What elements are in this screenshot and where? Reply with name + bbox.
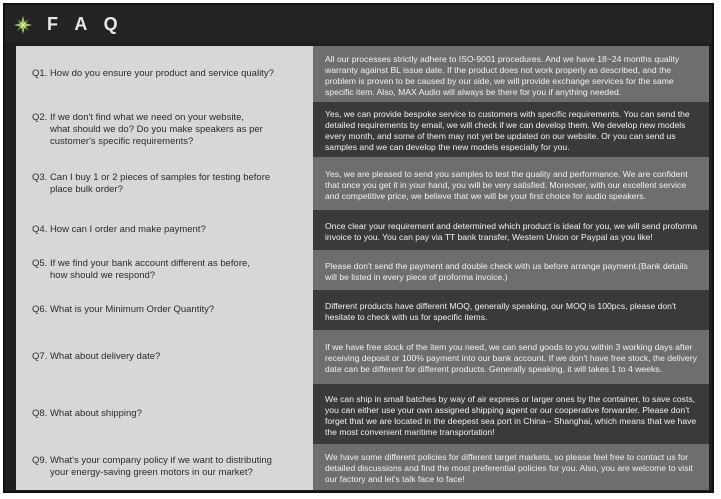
star-logo-icon xyxy=(13,15,33,35)
answer-text: All our processes strictly adhere to ISO-9001 procedures. And we have 18~24 months quality warranty against BL issue date. If the product does not work properly as described, and the problem is proven to be caused by our side, we will provide exchange services for the same specific item. Also, MAX Audio will always be there for you if anything needed. xyxy=(325,53,680,97)
faq-question xyxy=(16,46,313,102)
faq-panel xyxy=(3,3,714,493)
faq-question xyxy=(16,290,313,330)
question-text: Q4. How can I order and make payment? xyxy=(32,224,206,235)
faq-answer xyxy=(313,290,709,330)
question-text: Q5. If we find your bank account different as before, xyxy=(32,258,250,269)
faq-row xyxy=(16,384,709,444)
question-text: Q1. How do you ensure your product and service quality? xyxy=(32,68,274,79)
faq-answer xyxy=(313,102,709,157)
answer-text: We can ship in small batches by way of air express or larger ones by the container, to save costs, you can either use your own assigned shipping agent or our cooperative forwarder. Please don't forget that we are located in the deepest sea port in China-- Shanghai, which means that we have the most convenient maritime transportation! xyxy=(325,393,697,437)
question-text-continued: what should we do? Do you make speakers as per customer's specific requirements? xyxy=(50,123,263,147)
answer-text: If we have free stock of the item you need, we can send goods to you within 3 working days after receiving deposit or 100% payment into our bank account. If we don't have free stock, the delivery date can be different for different products. Generally speaking, it will takes 1 to 4 weeks. xyxy=(325,342,697,374)
faq-answer xyxy=(313,384,709,444)
faq-question xyxy=(16,444,313,490)
faq-question xyxy=(16,384,313,444)
faq-row xyxy=(16,444,709,490)
question-text: Q9. What's your company policy if we want to distributing xyxy=(32,455,272,466)
answer-text: Yes, we are pleased to send you samples to test the quality and performance. We are confident that once you get it in your hand, you will be very satisfied. Moreover, with our excellent service and competitive price, we believe that we will be your first choice for audio speakers. xyxy=(325,168,688,201)
faq-answer xyxy=(313,444,709,490)
question-text-continued: how should we respond? xyxy=(50,270,156,281)
faq-row xyxy=(16,250,709,290)
faq-answer xyxy=(313,157,709,210)
faq-question xyxy=(16,250,313,290)
faq-answer xyxy=(313,210,709,250)
faq-header xyxy=(5,5,712,43)
question-text: Q8. What about shipping? xyxy=(32,408,142,419)
faq-question xyxy=(16,330,313,384)
question-text-continued: place bulk order? xyxy=(50,183,123,195)
question-text: Q2. If we don't find what we need on your website, xyxy=(32,111,244,123)
question-text: Q6. What is your Minimum Order Quantity? xyxy=(32,304,215,315)
question-text-continued: your energy-saving green motors in our market? xyxy=(50,467,253,478)
faq-row xyxy=(16,157,709,210)
faq-question xyxy=(16,210,313,250)
answer-text: We have some different policies for different target markets, so please feel free to contact us for detailed discussions and find the most preferential policies for you. Also, you are welcome to visit our factory and let's talk face to face! xyxy=(325,452,693,484)
faq-answer xyxy=(313,250,709,290)
faq-question xyxy=(16,102,313,157)
faq-row xyxy=(16,46,709,102)
faq-question xyxy=(16,157,313,210)
faq-row xyxy=(16,330,709,384)
answer-text: Yes, we can provide bespoke service to customers with specific requirements. You can send the detailed requirements by email, we will check if we can develop them. We develop new models every month, and some of them may not yet be updated on our website. Or you can send us samples and we can develop the new models especially for you. xyxy=(325,109,690,152)
answer-text: Please don't send the payment and double check with us before arrange payment.(Bank details will be listed in every piece of proforma invoice.) xyxy=(325,260,688,282)
question-text: Q7. What about delivery date? xyxy=(32,351,161,362)
answer-text: Different products have different MOQ, generally speaking, our MOQ is 100pcs, please don't hesitate to check with us for specific items. xyxy=(325,300,676,322)
question-text: Q3. Can I buy 1 or 2 pieces of samples for testing before xyxy=(32,171,271,183)
faq-row xyxy=(16,102,709,157)
faq-answer xyxy=(313,46,709,102)
answer-text: Once clear your requirement and determined which product is ideal for you, we will send proforma invoice to you. You can pay via TT bank transfer, Western Union or Paypal as you like! xyxy=(325,220,698,242)
faq-answer xyxy=(313,330,709,384)
faq-row xyxy=(16,210,709,250)
page-title: F A Q xyxy=(47,14,124,34)
faq-row xyxy=(16,290,709,330)
